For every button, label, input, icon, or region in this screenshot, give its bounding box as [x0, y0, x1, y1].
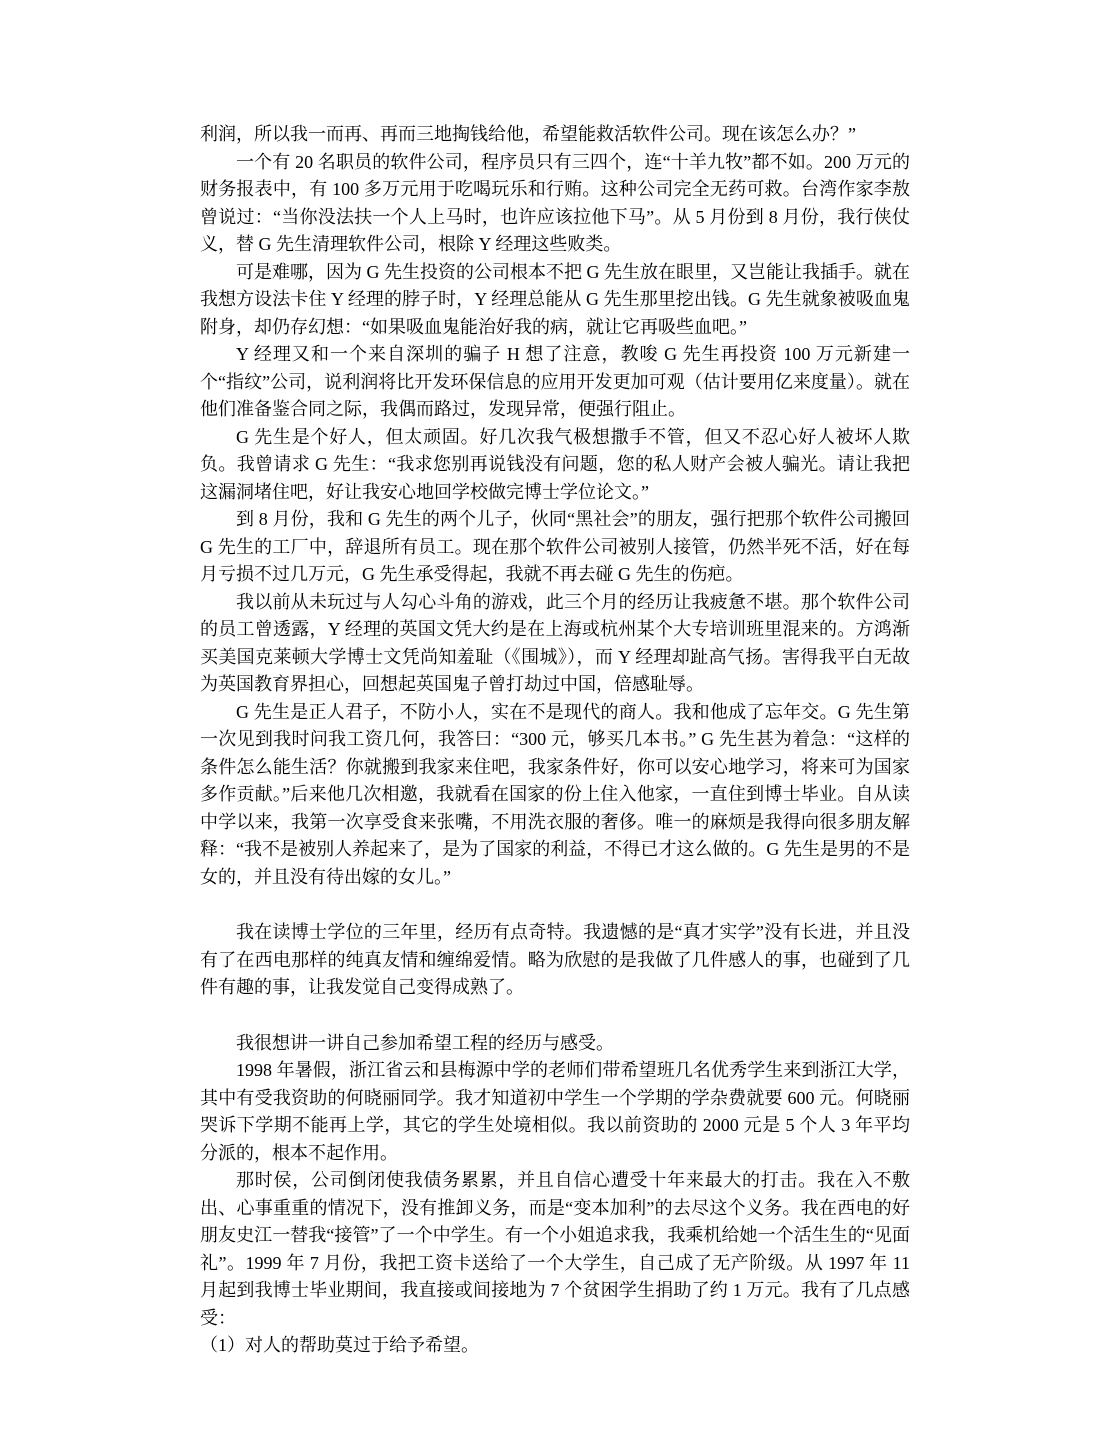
paragraph: 我在读博士学位的三年里，经历有点奇特。我遗憾的是“真才实学”没有长进，并且没有了在西电那样的纯真友情和缠绵爱情。略为欣慰的是我做了几件感人的事，也碰到了几件有趣的事，让我发觉自己变得成熟了。: [200, 922, 910, 997]
paragraph: 到 8 月份，我和 G 先生的两个儿子，伙同“黑社会”的朋友，强行把那个软件公司搬回 G 先生的工厂中，辞退所有员工。现在那个软件公司被别人接管，仍然半死不活，好在每月亏损不过几万元，G 先生承受得起，我就不再去碰 G 先生的伤疤。: [200, 509, 910, 584]
paragraph: G 先生是正人君子，不防小人，实在不是现代的商人。我和他成了忘年交。G 先生第一次见到我时问我工资几何，我答曰：“300 元，够买几本书。” G 先生甚为着急：“这样的条件怎么能生活？你就搬到我家来住吧，我家条件好，你可以安心地学习，将来可为国家多作贡献。”后来他几次相邀，我就看在国家的份上住入他家，一直住到博士毕业。自从读中学以来，我第一次享受食来张嘴，不用洗衣服的奢侈。唯一的麻烦是我得向很多朋友解释：“我不是被别人养起来了，是为了国家的利益，不得已才这么做的。G 先生是男的不是女的，并且没有待出嫁的女儿。”: [200, 701, 910, 887]
paragraph: G 先生是个好人，但太顽固。好几次我气极想撒手不管，但又不忍心好人被坏人欺负。我曾请求 G 先生：“我求您别再说钱没有问题，您的私人财产会被人骗光。请让我把这漏洞堵住吧，好让我安心地回学校做完博士学位论文。”: [200, 426, 910, 502]
paragraph: 那时侯，公司倒闭使我债务累累，并且自信心遭受十年来最大的打击。我在入不敷出、心事重重的情况下，没有推卸义务，而是“变本加利”的去尽这个义务。我在西电的好朋友史江一替我“接管”了一个中学生。有一个小姐追求我，我乘机给她一个活生生的“见面礼”。1999 年 7 月份，我把工资卡送给了一个大学生，自己成了无产阶级。从 1997 年 11 月起到我博士毕业期间，我直接或间接地为 7 个贫困学生捐助了约 1 万元。我有了几点感受：: [200, 1170, 910, 1328]
paragraph-list-item-1: （1）对人的帮助莫过于给予希望。: [200, 1335, 479, 1355]
paragraph: 1998 年暑假，浙江省云和县梅源中学的老师们带希望班几名优秀学生来到浙江大学，其中有受我资助的何晓丽同学。我才知道初中学生一个学期的学杂费就要 600 元。何晓丽哭诉下学期不能再上学，其它的学生处境相似。我以前资助的 2000 元是 5 个人 3 年平均分派的，根本不起作用。: [200, 1060, 910, 1163]
paragraph: Y 经理又和一个来自深圳的骗子 H 想了注意，教唆 G 先生再投资 100 万元新建一个“指纹”公司，说利润将比开发环保信息的应用开发更加可观（估计要用亿来度量）。就在他们准备鉴合同之际，我偶而路过，发现异常，便强行阻止。: [200, 344, 910, 419]
document-text-block: [200, 121, 910, 1360]
paragraph: 可是难哪，因为 G 先生投资的公司根本不把 G 先生放在眼里，又岂能让我插手。就在我想方设法卡住 Y 经理的脖子时，Y 经理总能从 G 先生那里挖出钱。G 先生就象被吸血鬼附身，却仍存幻想：“如果吸血鬼能治好我的病，就让它再吸些血吧。”: [200, 261, 910, 337]
paragraph: 我以前从未玩过与人勾心斗角的游戏，此三个月的经历让我疲惫不堪。那个软件公司的员工曾透露，Y 经理的英国文凭大约是在上海或杭州某个大专培训班里混来的。方鸿渐买美国克莱顿大学博士文凭尚知羞耻（《围城》），而 Y 经理却趾高气扬。害得我平白无故为英国教育界担心，回想起英国鬼子曾打劫过中国，倍感耻辱。: [200, 591, 910, 694]
paragraph: 一个有 20 名职员的软件公司，程序员只有三四个，连“十羊九牧”都不如。200 万元的财务报表中，有 100 多万元用于吃喝玩乐和行贿。这种公司完全无药可救。台湾作家李敖曾说过：“当你没法扶一个人上马时，也许应该拉他下马”。从 5 月份到 8 月份，我行侠仗义，替 G 先生清理软件公司，根除 Y 经理这些败类。: [200, 151, 910, 254]
paragraph: 我很想讲一讲自己参加希望工程的经历与感受。: [236, 1032, 614, 1053]
paragraph-continuation: 利润，所以我一而再、再而三地掏钱给他，希望能救活软件公司。现在该怎么办？”: [200, 124, 856, 144]
